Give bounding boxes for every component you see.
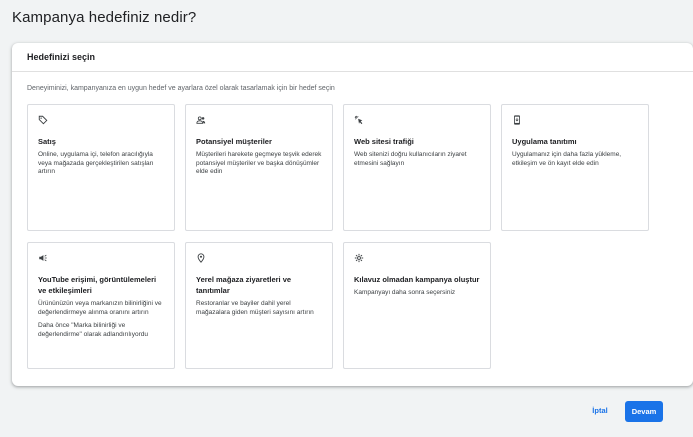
goal-description: Ürününüzün veya markanızın bilinirliğini ve değerlendirmeye alınma oranını artırın xyxy=(38,300,162,316)
gear-icon xyxy=(354,253,364,263)
cursor-click-icon xyxy=(354,115,364,125)
goal-title: Yerel mağaza ziyaretleri ve tanıtımlar xyxy=(196,275,292,295)
phone-app-icon xyxy=(512,115,522,125)
goal-note: Daha önce "Marka bilinirliği ve değerlendirme" olarak adlandırılıyordu xyxy=(38,322,148,338)
goal-title: YouTube erişimi, görüntülemeleri ve etkileşimleri xyxy=(38,275,157,295)
goal-description: Restoranlar ve bayiler dahil yerel mağazalara giden müşteri sayısını artırın xyxy=(196,300,314,316)
goal-description: Uygulamanız için daha fazla yükleme, etkileşim ve ön kayıt elde edin xyxy=(512,151,622,167)
people-icon xyxy=(196,115,206,125)
cancel-button[interactable]: İptal xyxy=(592,406,608,415)
goal-description: Web sitenizi doğru kullanıcıların ziyaret etmesini sağlayın xyxy=(354,151,467,167)
location-pin-icon xyxy=(196,253,206,263)
panel-header: Hedefinizi seçin xyxy=(12,43,693,72)
goal-card-leads[interactable] xyxy=(185,104,333,231)
goal-description: Müşterileri harekete geçmeye teşvik ederek potansiyel müşteriler ve başka dönüşümler elde edin xyxy=(196,151,322,175)
megaphone-icon xyxy=(38,253,48,263)
tag-icon xyxy=(38,115,48,125)
goal-card-youtube-reach[interactable] xyxy=(27,242,175,369)
goal-card-app-promotion[interactable] xyxy=(501,104,649,231)
goal-title: Satış xyxy=(38,137,56,146)
goal-card-sales[interactable] xyxy=(27,104,175,231)
goal-title: Web sitesi trafiği xyxy=(354,137,414,146)
goal-title: Potansiyel müşteriler xyxy=(196,137,272,146)
continue-button[interactable]: Devam xyxy=(625,401,663,422)
goal-card-no-guidance[interactable] xyxy=(343,242,491,369)
panel-description: Deneyiminizi, kampanyanıza en uygun hedef ve ayarlara özel olarak tasarlamak için bir hedef seçin xyxy=(27,85,335,92)
goal-description: Kampanyayı daha sonra seçersiniz xyxy=(354,289,456,296)
goal-selection-panel xyxy=(12,43,693,386)
goal-card-website-traffic[interactable] xyxy=(343,104,491,231)
goal-title: Uygulama tanıtımı xyxy=(512,137,577,146)
goal-description: Online, uygulama içi, telefon aracılığıyla veya mağazada gerçekleştirilen satışları artırın xyxy=(38,151,154,175)
page-title: Kampanya hedefiniz nedir? xyxy=(12,9,197,26)
goal-title: Kılavuz olmadan kampanya oluştur xyxy=(354,275,480,284)
goal-card-local-store[interactable] xyxy=(185,242,333,369)
